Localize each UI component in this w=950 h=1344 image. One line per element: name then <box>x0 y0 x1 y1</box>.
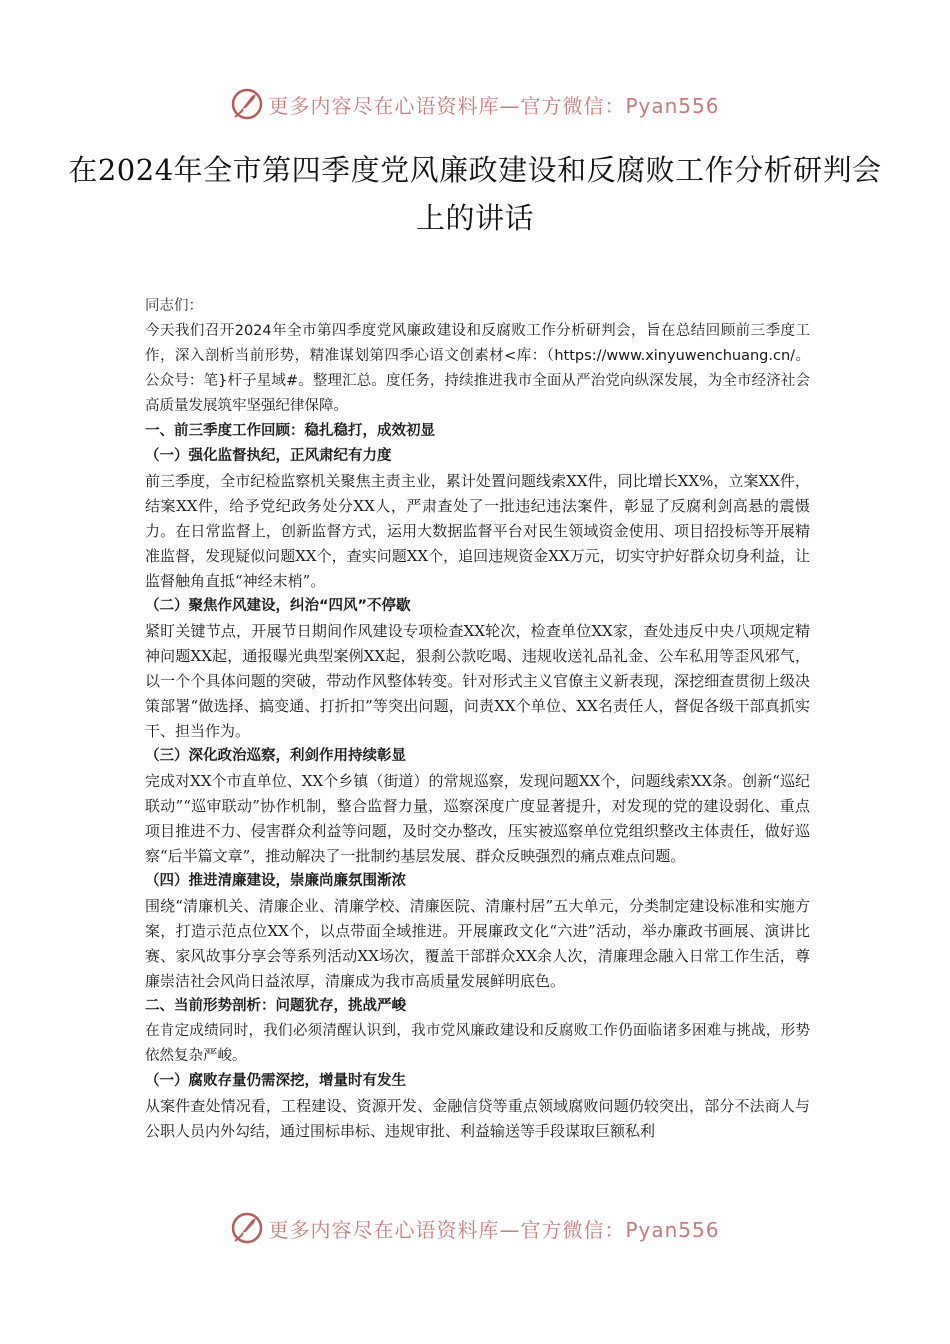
section-heading: （一）腐败存量仍需深挖，增量时有发生 <box>145 1073 406 1089</box>
paragraph: 紧盯关键节点，开展节日期间作风建设专项检查XX轮次，检查单位XX家，查处违反中央八项规定精神问题XX起，通报曝光典型案例XX起，狠刹公款吃喝、违规收送礼品礼金、公车私用等歪风邪气，以一个个具体问题的突破，带动作风整体转变。针对形式主义官僚主义新表现，深挖细查贯彻上级决策部署“做选择、搞变通、打折扣”等突出问题，问责XX个单位、XX名责任人，督促各级干部真抓实干、担当作为。 <box>145 622 810 740</box>
section-heading: （一）强化监督执纪，正风肃纪有力度 <box>145 448 392 464</box>
paragraph: 今天我们召开2024年全市第四季度党风廉政建设和反腐败工作分析研判会，旨在总结回顾前三季度工作，深入剖析当前形势，精准谋划第四季心语文创素材<库：（https://www.xinyuwenchuang.cn/。公众号：笔}杆子星域#。整理汇总。度任务，持续推进我市全面从严治党向纵深发展，为全市经济社会高质量发展筑牢坚强纪律保障。 <box>145 323 810 414</box>
paragraph: 完成对XX个市直单位、XX个乡镇（街道）的常规巡察，发现问题XX个，问题线索XX条。创新“巡纪联动”“巡审联动”协作机制，整合监督力量，巡察深度广度显著提升，对发现的党的建设弱化、重点项目推进不力、侵害群众利益等问题，及时交办整改，压实被巡察单位党组织整改主体责任，做好巡察“后半篇文章”，推动解决了一批制约基层发展、群众反映强烈的痛点难点问题。 <box>145 772 810 865</box>
quill-pen-circle-icon <box>230 87 264 121</box>
section-heading: 二、当前形势剖析：问题犹存，挑战严峻 <box>145 998 406 1014</box>
paragraph: 围绕“清廉机关、清廉企业、清廉学校、清廉医院、清廉村居”五大单元，分类制定建设标准和实施方案，打造示范点位XX个，以点带面全域推进。开展廉政文化“六进”活动，举办廉政书画展、演讲比赛、家风故事分享会等系列活动XX场次，覆盖干部群众XX余人次，清廉理念融入日常工作生活，尊廉崇洁社会风尚日益浓厚，清廉成为我市高质量发展鲜明底色。 <box>145 897 810 990</box>
paragraph: 在肯定成绩同时，我们必须清醒认识到，我市党风廉政建设和反腐败工作仍面临诸多困难与挑战，形势依然复杂严峻。 <box>145 1023 810 1064</box>
section-heading: （三）深化政治巡察，利剑作用持续彰显 <box>145 748 406 764</box>
section-heading: （四）推进清廉建设，崇廉尚廉氛围渐浓 <box>145 873 406 889</box>
footer-watermark-banner <box>0 1208 950 1248</box>
quill-pen-circle-icon <box>230 1211 264 1245</box>
header-watermark-banner <box>0 84 950 124</box>
watermark-text: 更多内容尽在心语资料库—官方微信：Pyan556 <box>268 1217 720 1242</box>
document-title: 在2024年全市第四季度党风廉政建设和反腐败工作分析研判会上的讲话 <box>68 153 882 235</box>
paragraph: 从案件查处情况看，工程建设、资源开发、金融信贷等重点领域腐败问题仍较突出，部分不法商人与公职人员内外勾结，通过围标串标、违规审批、利益输送等手段谋取巨额私利 <box>145 1097 810 1140</box>
salutation: 同志们： <box>145 298 203 314</box>
watermark-text: 更多内容尽在心语资料库—官方微信：Pyan556 <box>268 93 720 118</box>
section-heading: 一、前三季度工作回顾：稳扎稳打，成效初显 <box>145 423 435 439</box>
document-body <box>145 294 810 1144</box>
paragraph: 前三季度，全市纪检监察机关聚焦主责主业，累计处置问题线索XX件，同比增长XX%，立案XX件，结案XX件，给予党纪政务处分XX人，严肃查处了一批违纪违法案件，彰显了反腐利剑高悬的震慑力。在日常监督上，创新监督方式，运用大数据监督平台对民生领域资金使用、项目招投标等开展精准监督，发现疑似问题XX个，查实问题XX个，追回违规资金XX万元，切实守护好群众切身利益，让监督触角直抵“神经末梢”。 <box>145 472 810 590</box>
section-heading: （二）聚焦作风建设，纠治“四风”不停歇 <box>145 598 411 614</box>
